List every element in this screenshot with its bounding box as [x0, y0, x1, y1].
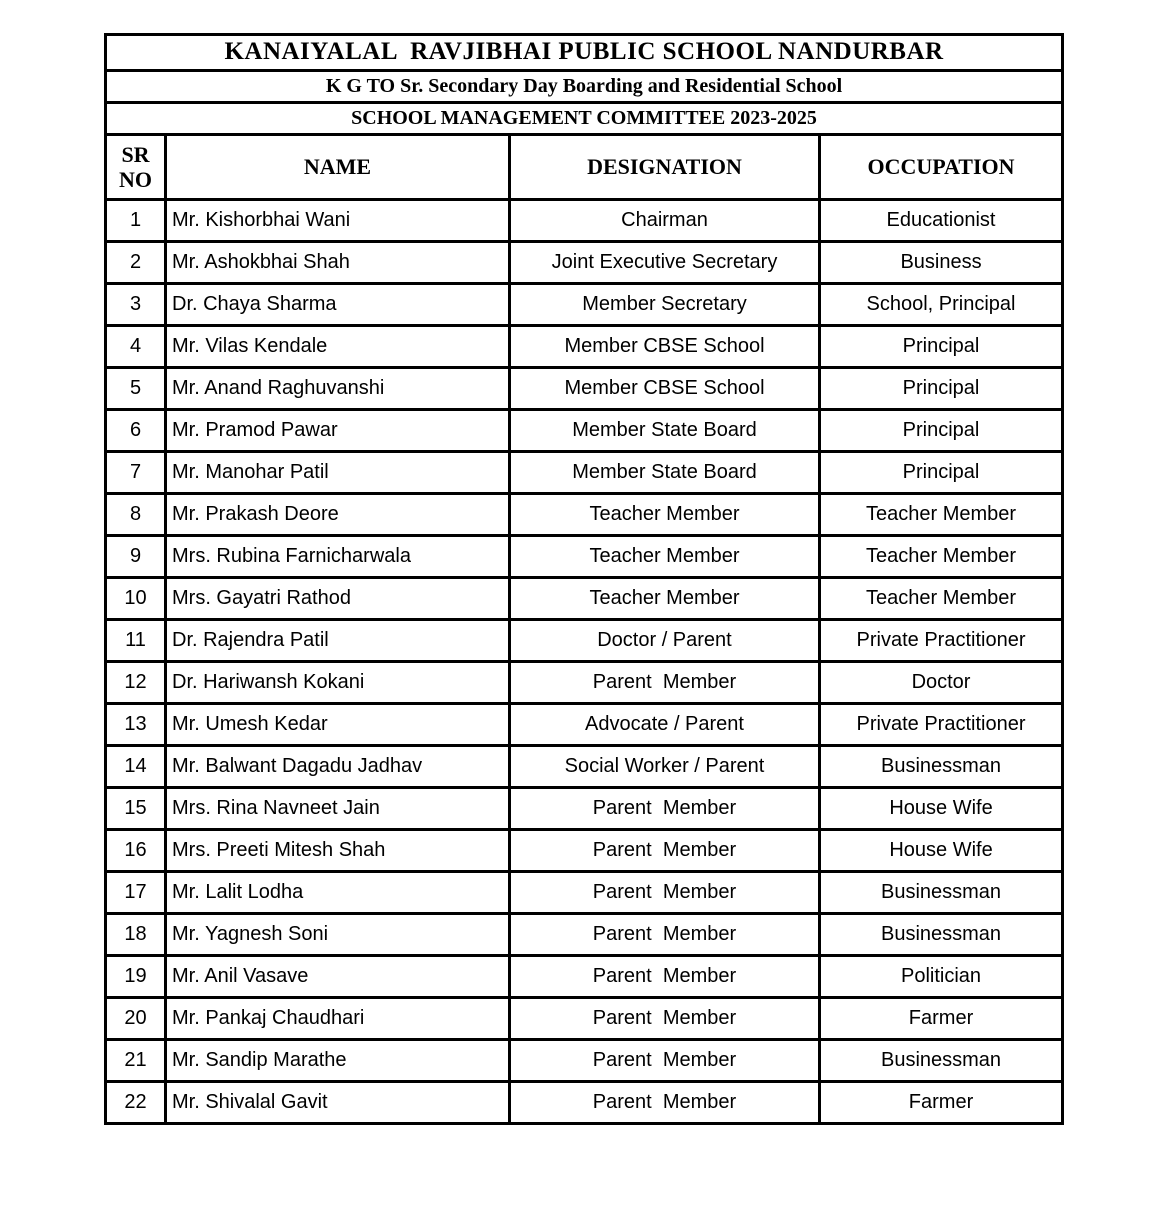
occupation-cell: Principal [820, 326, 1063, 368]
column-header-name: NAME [166, 135, 510, 200]
name-cell: Mrs. Preeti Mitesh Shah [166, 830, 510, 872]
name-cell: Mrs. Rina Navneet Jain [166, 788, 510, 830]
table-row [106, 368, 1063, 410]
designation-cell: Parent Member [510, 830, 820, 872]
school-title: KANAIYALAL RAVJIBHAI PUBLIC SCHOOL NANDURBAR [106, 35, 1063, 71]
school-subtitle: K G TO Sr. Secondary Day Boarding and Residential School [106, 71, 1063, 103]
sr-no-cell: 11 [106, 620, 166, 662]
designation-cell: Advocate / Parent [510, 704, 820, 746]
occupation-cell: Principal [820, 452, 1063, 494]
occupation-cell: Principal [820, 410, 1063, 452]
table-row [106, 410, 1063, 452]
sr-no-cell: 18 [106, 914, 166, 956]
sr-no-cell: 21 [106, 1040, 166, 1082]
designation-cell: Parent Member [510, 1040, 820, 1082]
table-row [106, 242, 1063, 284]
name-cell: Mr. Pankaj Chaudhari [166, 998, 510, 1040]
sr-no-cell: 15 [106, 788, 166, 830]
occupation-cell: Teacher Member [820, 578, 1063, 620]
occupation-cell: House Wife [820, 788, 1063, 830]
sr-no-cell: 7 [106, 452, 166, 494]
name-cell: Mr. Umesh Kedar [166, 704, 510, 746]
designation-cell: Parent Member [510, 1082, 820, 1124]
designation-cell: Parent Member [510, 662, 820, 704]
sr-no-cell: 5 [106, 368, 166, 410]
designation-cell: Parent Member [510, 956, 820, 998]
sr-no-cell: 6 [106, 410, 166, 452]
occupation-cell: Private Practitioner [820, 620, 1063, 662]
occupation-cell: Private Practitioner [820, 704, 1063, 746]
name-cell: Mr. Lalit Lodha [166, 872, 510, 914]
occupation-cell: Businessman [820, 914, 1063, 956]
table-row [106, 1082, 1063, 1124]
name-cell: Mr. Sandip Marathe [166, 1040, 510, 1082]
name-cell: Mr. Yagnesh Soni [166, 914, 510, 956]
table-row [106, 620, 1063, 662]
school-subtitle-row [106, 71, 1063, 103]
name-cell: Mrs. Rubina Farnicharwala [166, 536, 510, 578]
sr-no-cell: 9 [106, 536, 166, 578]
table-row [106, 200, 1063, 242]
designation-cell: Member CBSE School [510, 368, 820, 410]
committee-heading-row [106, 103, 1063, 135]
table-row [106, 284, 1063, 326]
occupation-cell: School, Principal [820, 284, 1063, 326]
name-cell: Mr. Prakash Deore [166, 494, 510, 536]
table-row [106, 998, 1063, 1040]
table-row [106, 452, 1063, 494]
school-title-row [106, 35, 1063, 71]
occupation-cell: Teacher Member [820, 494, 1063, 536]
table-row [106, 494, 1063, 536]
sr-no-cell: 16 [106, 830, 166, 872]
name-cell: Mr. Vilas Kendale [166, 326, 510, 368]
sr-no-cell: 4 [106, 326, 166, 368]
sr-no-cell: 17 [106, 872, 166, 914]
occupation-cell: Teacher Member [820, 536, 1063, 578]
name-cell: Dr. Chaya Sharma [166, 284, 510, 326]
name-cell: Mr. Anand Raghuvanshi [166, 368, 510, 410]
occupation-cell: Farmer [820, 998, 1063, 1040]
designation-cell: Member Secretary [510, 284, 820, 326]
occupation-cell: Farmer [820, 1082, 1063, 1124]
designation-cell: Member State Board [510, 410, 820, 452]
sr-no-cell: 3 [106, 284, 166, 326]
designation-cell: Parent Member [510, 914, 820, 956]
column-header-occupation: OCCUPATION [820, 135, 1063, 200]
designation-cell: Teacher Member [510, 494, 820, 536]
column-header-sr-no: SR NO [106, 135, 166, 200]
column-header-designation: DESIGNATION [510, 135, 820, 200]
occupation-cell: Businessman [820, 746, 1063, 788]
sr-no-cell: 20 [106, 998, 166, 1040]
sr-no-cell: 22 [106, 1082, 166, 1124]
table-row [106, 1040, 1063, 1082]
name-cell: Mr. Balwant Dagadu Jadhav [166, 746, 510, 788]
table-row [106, 830, 1063, 872]
name-cell: Mr. Manohar Patil [166, 452, 510, 494]
occupation-cell: Doctor [820, 662, 1063, 704]
designation-cell: Member State Board [510, 452, 820, 494]
name-cell: Mr. Ashokbhai Shah [166, 242, 510, 284]
committee-heading: SCHOOL MANAGEMENT COMMITTEE 2023-2025 [106, 103, 1063, 135]
table-row [106, 914, 1063, 956]
committee-table [104, 33, 1064, 1125]
table-row [106, 536, 1063, 578]
occupation-cell: Businessman [820, 1040, 1063, 1082]
sr-no-cell: 2 [106, 242, 166, 284]
name-cell: Mr. Anil Vasave [166, 956, 510, 998]
occupation-cell: Business [820, 242, 1063, 284]
table-row [106, 746, 1063, 788]
name-cell: Dr. Rajendra Patil [166, 620, 510, 662]
occupation-cell: Principal [820, 368, 1063, 410]
sr-no-cell: 13 [106, 704, 166, 746]
table-row [106, 704, 1063, 746]
table-row [106, 956, 1063, 998]
name-cell: Mr. Kishorbhai Wani [166, 200, 510, 242]
designation-cell: Teacher Member [510, 536, 820, 578]
table-row [106, 788, 1063, 830]
name-cell: Mrs. Gayatri Rathod [166, 578, 510, 620]
name-cell: Mr. Pramod Pawar [166, 410, 510, 452]
designation-cell: Member CBSE School [510, 326, 820, 368]
table-row [106, 662, 1063, 704]
designation-cell: Parent Member [510, 788, 820, 830]
sr-no-cell: 12 [106, 662, 166, 704]
occupation-cell: Politician [820, 956, 1063, 998]
table-row [106, 578, 1063, 620]
designation-cell: Doctor / Parent [510, 620, 820, 662]
designation-cell: Parent Member [510, 872, 820, 914]
table-row [106, 872, 1063, 914]
column-header-row [106, 135, 1063, 200]
designation-cell: Teacher Member [510, 578, 820, 620]
sr-no-cell: 1 [106, 200, 166, 242]
name-cell: Mr. Shivalal Gavit [166, 1082, 510, 1124]
name-cell: Dr. Hariwansh Kokani [166, 662, 510, 704]
sr-no-cell: 8 [106, 494, 166, 536]
designation-cell: Chairman [510, 200, 820, 242]
sr-no-cell: 10 [106, 578, 166, 620]
sr-no-cell: 14 [106, 746, 166, 788]
occupation-cell: House Wife [820, 830, 1063, 872]
table-row [106, 326, 1063, 368]
designation-cell: Parent Member [510, 998, 820, 1040]
designation-cell: Social Worker / Parent [510, 746, 820, 788]
occupation-cell: Businessman [820, 872, 1063, 914]
occupation-cell: Educationist [820, 200, 1063, 242]
sr-no-cell: 19 [106, 956, 166, 998]
designation-cell: Joint Executive Secretary [510, 242, 820, 284]
